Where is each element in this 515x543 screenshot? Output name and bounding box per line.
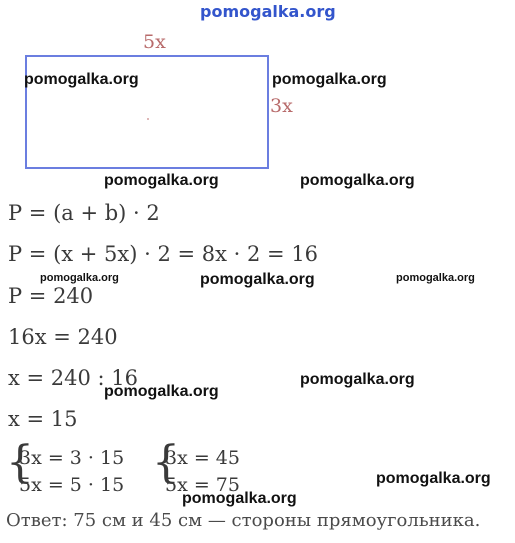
watermark-10: pomogalka.org <box>376 470 491 487</box>
equation-x-division: x = 240 : 16 <box>8 366 139 390</box>
watermark-3: pomogalka.org <box>104 172 219 189</box>
watermark-top: pomogalka.org <box>200 2 336 21</box>
rectangle-top-label: 5x <box>143 31 166 53</box>
system-left-brace: { <box>6 437 34 488</box>
rectangle-side-label: 3x <box>270 95 293 117</box>
equation-16x: 16x = 240 <box>8 325 118 349</box>
equation-perimeter-value: P = 240 <box>8 284 94 308</box>
watermark-5: pomogalka.org <box>40 272 119 284</box>
equation-x-result: x = 15 <box>8 407 78 431</box>
answer-text: Ответ: 75 см и 45 см — стороны прямоугольника. <box>6 510 481 531</box>
watermark-7: pomogalka.org <box>396 272 475 284</box>
watermark-6: pomogalka.org <box>200 271 315 288</box>
system-left-line-2: 5x = 5 · 15 <box>19 474 125 496</box>
watermark-1: pomogalka.org <box>24 71 139 88</box>
equation-perimeter-expand: P = (x + 5x) · 2 = 8x · 2 = 16 <box>8 242 319 266</box>
watermark-11: pomogalka.org <box>182 490 297 507</box>
system-right-line-2: 5x = 75 <box>165 474 240 496</box>
watermark-9: pomogalka.org <box>104 383 219 400</box>
rectangle-center-dot <box>147 118 149 120</box>
equation-perimeter-formula: P = (a + b) · 2 <box>8 201 160 225</box>
system-right-brace: { <box>152 437 180 488</box>
watermark-8: pomogalka.org <box>300 371 415 388</box>
watermark-4: pomogalka.org <box>300 172 415 189</box>
watermark-2: pomogalka.org <box>272 71 387 88</box>
system-left-line-1: 3x = 3 · 15 <box>19 447 125 469</box>
system-right-line-1: 3x = 45 <box>165 447 240 469</box>
